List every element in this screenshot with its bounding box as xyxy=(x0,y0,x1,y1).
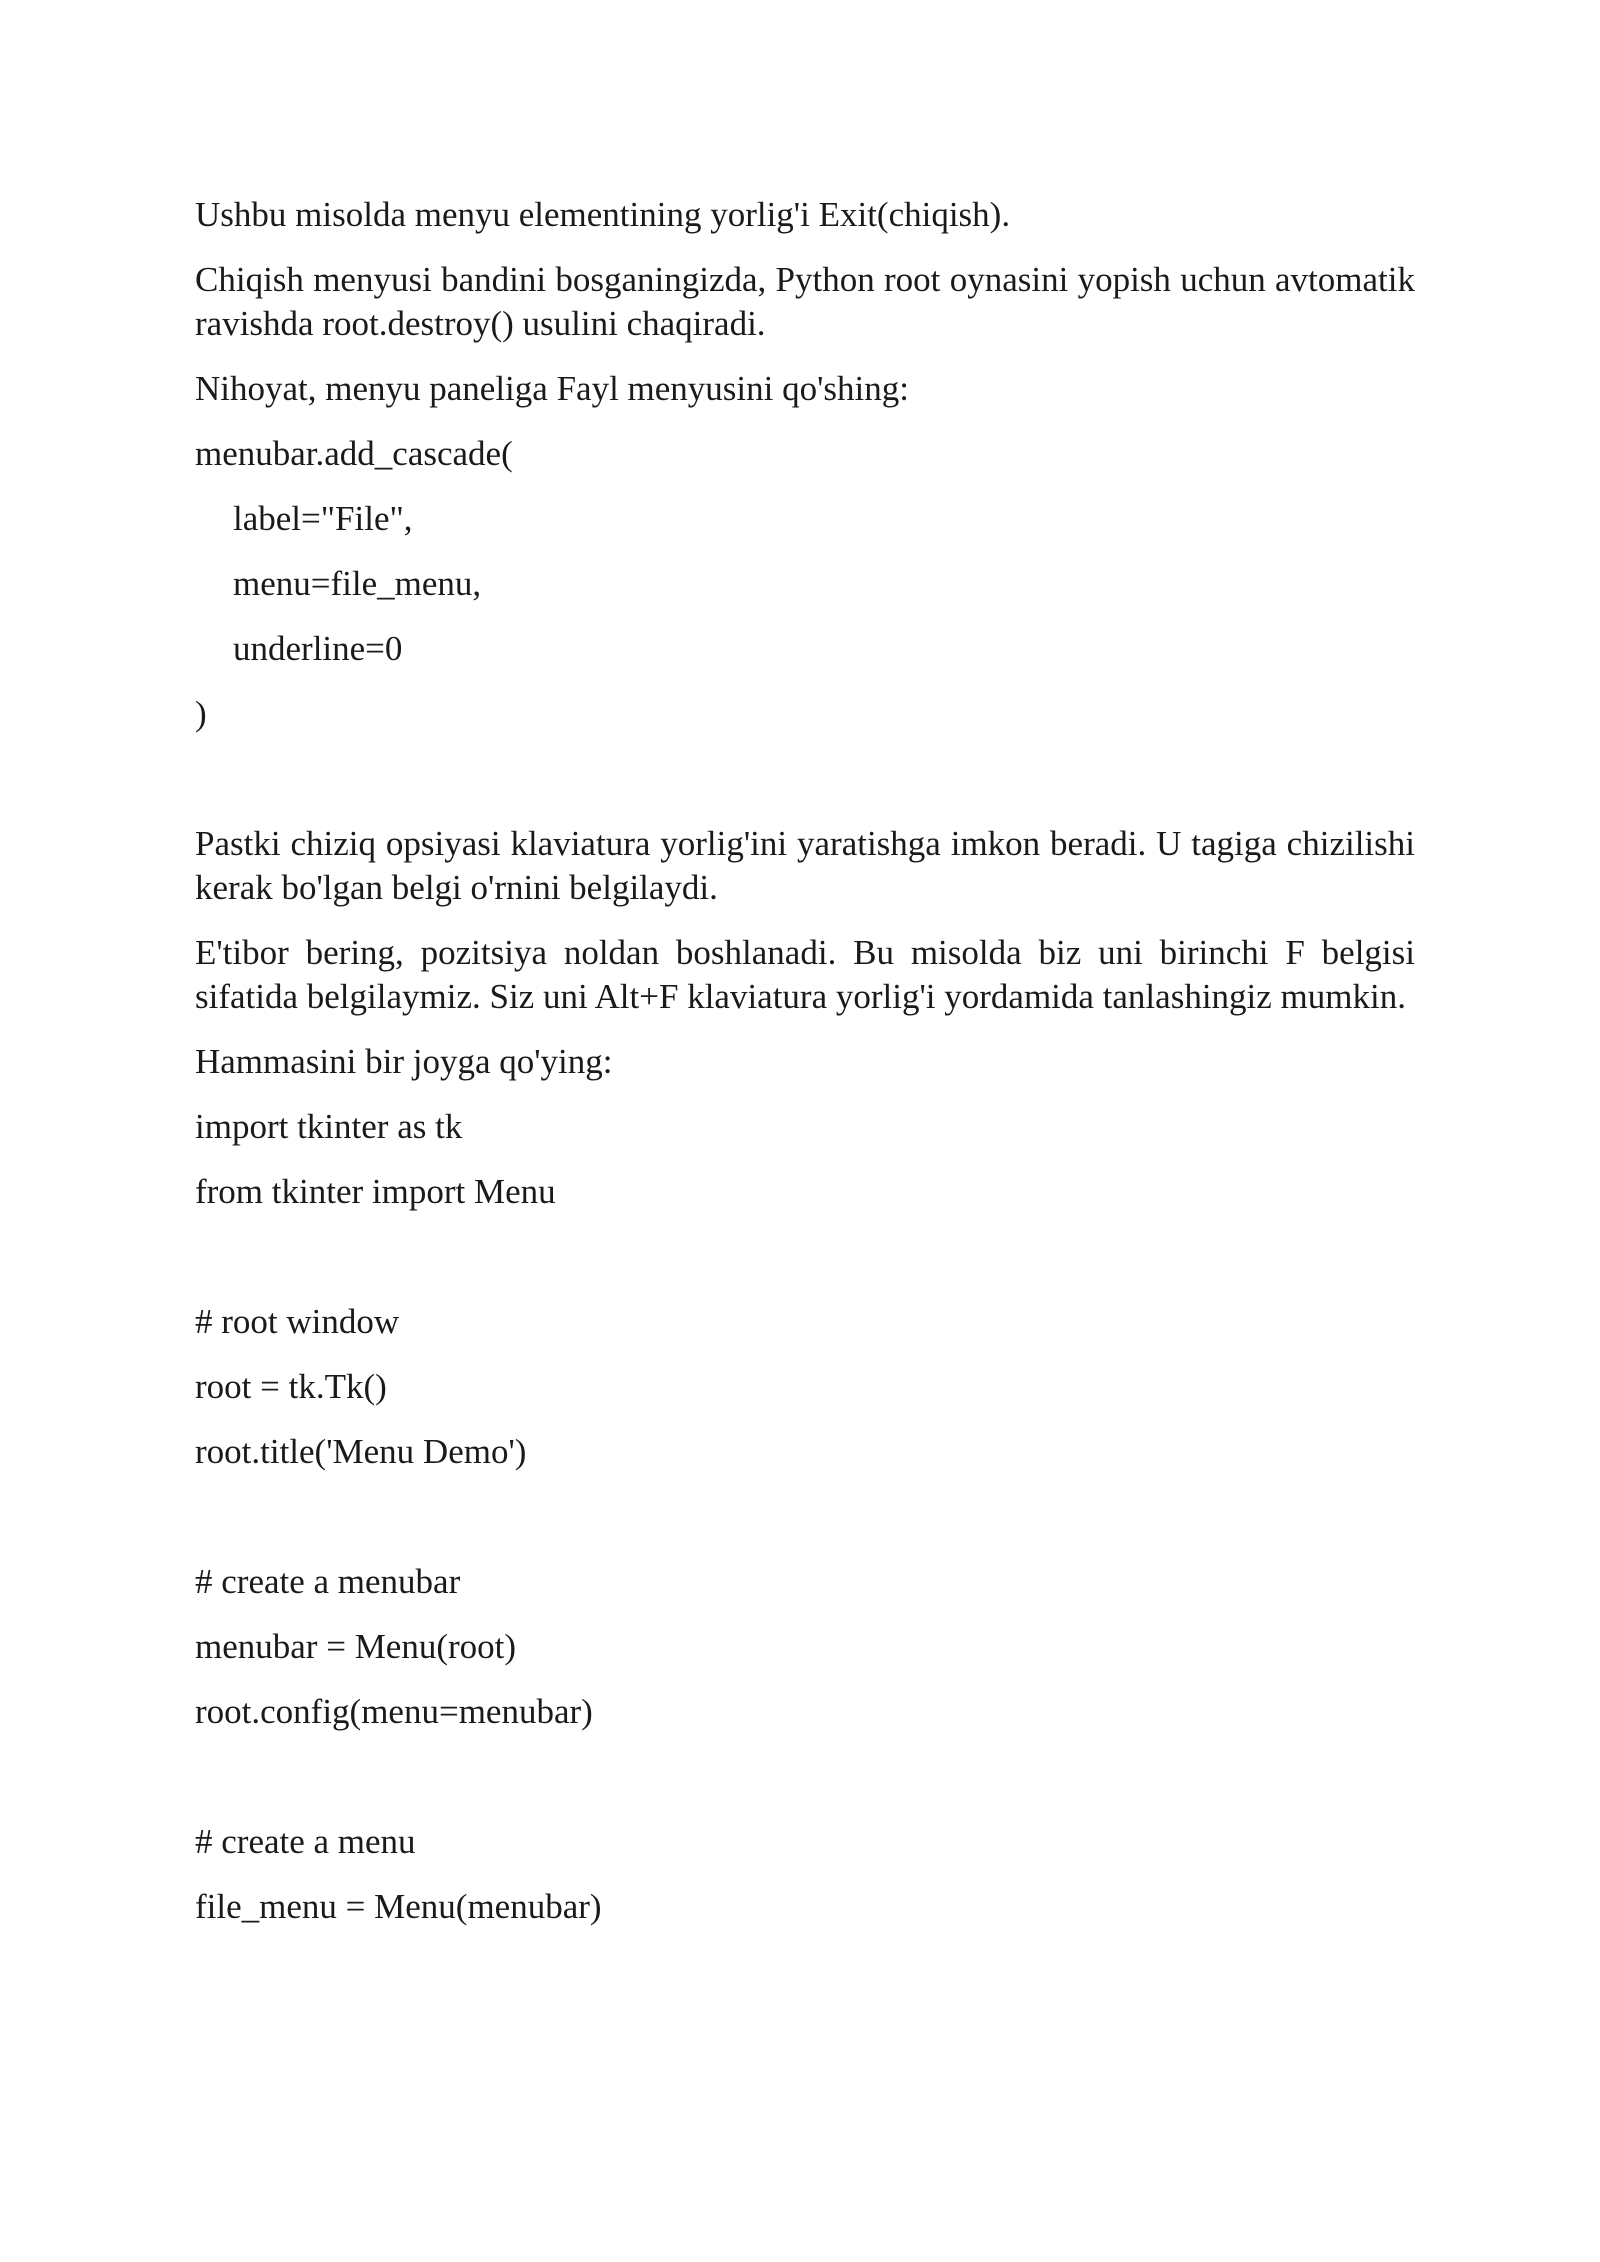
code-line: root = tk.Tk() xyxy=(195,1367,387,1406)
code-line: file_menu = Menu(menubar) xyxy=(195,1887,602,1926)
code-comment: # create a menubar xyxy=(195,1562,461,1601)
paragraph-exit-action: Chiqish menyusi bandini bosganingizda, Python root oynasini yopish uchun avtomatik ravishda root.destroy() usulini chaqiradi. xyxy=(195,260,1415,343)
code-line: menubar.add_cascade( xyxy=(195,434,513,473)
code-line: root.title('Menu Demo') xyxy=(195,1432,527,1471)
blank-line xyxy=(195,1495,1415,1560)
code-line: label="File", xyxy=(233,499,413,538)
paragraph-add-menu: Nihoyat, menyu paneliga Fayl menyusini qo'shing: xyxy=(195,369,909,408)
paragraph-underline-option: Pastki chiziq opsiyasi klaviatura yorlig'ini yaratishga imkon beradi. U tagiga chizilishi kerak bo'lgan belgi o'rnini belgilaydi. xyxy=(195,824,1415,907)
code-line: menubar = Menu(root) xyxy=(195,1627,517,1666)
blank-line xyxy=(195,1235,1415,1300)
paragraph-put-together: Hammasini bir joyga qo'ying: xyxy=(195,1042,613,1081)
code-line: underline=0 xyxy=(233,629,403,668)
blank-line xyxy=(195,757,1415,822)
paragraph-exit-label: Ushbu misolda menyu elementining yorlig'i Exit(chiqish). xyxy=(195,195,1011,234)
code-line: ) xyxy=(195,694,207,733)
blank-line xyxy=(195,1755,1415,1820)
code-line: menu=file_menu, xyxy=(233,564,482,603)
code-line: root.config(menu=menubar) xyxy=(195,1692,593,1731)
code-comment: # root window xyxy=(195,1302,400,1341)
paragraph-position-note: E'tibor bering, pozitsiya noldan boshlanadi. Bu misolda biz uni birinchi F belgisi sifatida belgilaymiz. Siz uni Alt+F klaviatura yorlig'i yordamida tanlashingiz mumkin. xyxy=(195,933,1415,1016)
document-body xyxy=(195,193,1415,1950)
code-line: import tkinter as tk xyxy=(195,1107,463,1146)
code-line: from tkinter import Menu xyxy=(195,1172,556,1211)
code-comment: # create a menu xyxy=(195,1822,416,1861)
